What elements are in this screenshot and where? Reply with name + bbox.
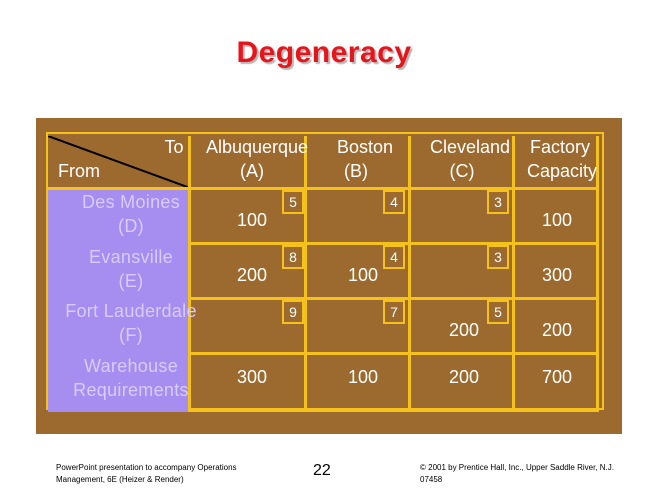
- capacity-d: 100: [541, 210, 573, 230]
- header-from-label: From: [58, 161, 100, 181]
- row-label-warehouse-requirements: Warehouse Requirements: [73, 356, 189, 400]
- requirement-a: 300: [236, 367, 268, 387]
- header-col-a-code: (A): [240, 161, 264, 181]
- cost-cell-f-b: 7: [383, 300, 405, 324]
- alloc-cell-f-c: 200: [448, 320, 480, 340]
- alloc-cell-d-a: 100: [236, 210, 268, 230]
- header-to-label: To: [164, 137, 184, 157]
- header-col-c-code: (C): [449, 161, 475, 181]
- header-col-c-name: Cleveland: [429, 137, 511, 157]
- alloc-cell-e-b: 100: [347, 265, 379, 285]
- cost-cell-e-c: 3: [487, 245, 509, 269]
- requirement-total: 700: [541, 367, 573, 387]
- header-col-b-name: Boston: [336, 137, 394, 157]
- grid-line-row-3: [190, 352, 598, 355]
- capacity-f: 200: [541, 320, 573, 340]
- page-number: 22: [313, 462, 331, 479]
- row-label-evansville: Evansville (E): [88, 247, 174, 291]
- row-label-fort-lauderdale: Fort Lauderdale (F): [65, 301, 197, 345]
- capacity-e: 300: [541, 265, 573, 285]
- requirement-c: 200: [448, 367, 480, 387]
- cost-cell-f-a: 9: [282, 300, 304, 324]
- grid-line-col-c: [408, 136, 411, 412]
- header-col-b-code: (B): [344, 161, 368, 181]
- header-capacity-line2: Capacity: [526, 161, 598, 181]
- grid-line-bottom: [190, 409, 598, 412]
- footer-credit: PowerPoint presentation to accompany Operations Management, 6E (Heizer & Render): [56, 463, 237, 484]
- row-label-des-moines: Des Moines (D): [81, 192, 181, 236]
- grid-line-col-capacity: [512, 136, 515, 412]
- cost-cell-e-a: 8: [282, 245, 304, 269]
- cost-cell-e-b: 4: [383, 245, 405, 269]
- requirement-b: 100: [347, 367, 379, 387]
- slide-title: Degeneracy: [236, 36, 412, 69]
- footer-copyright: © 2001 by Prentice Hall, Inc., Upper Saddle River, N.J. 07458: [420, 463, 614, 484]
- cost-cell-d-b: 4: [383, 190, 405, 214]
- header-col-a-name: Albuquerque: [205, 137, 309, 157]
- alloc-cell-e-a: 200: [236, 265, 268, 285]
- cost-cell-f-c: 5: [487, 300, 509, 324]
- header-capacity-line1: Factory: [529, 137, 590, 157]
- cost-cell-d-c: 3: [487, 190, 509, 214]
- cost-cell-d-a: 5: [282, 190, 304, 214]
